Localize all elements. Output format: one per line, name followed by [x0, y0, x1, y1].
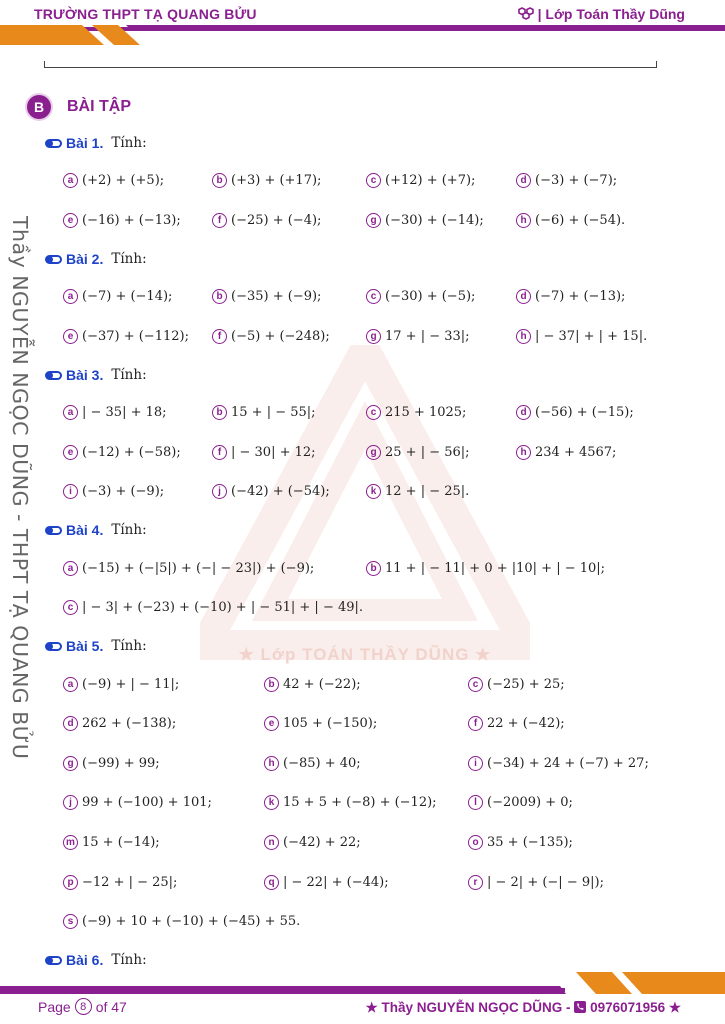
- exercise-item: r | − 2| + (−| − 9|);: [468, 875, 604, 890]
- toggle-bullet-icon: [45, 526, 62, 535]
- exercise-item: a (−7) + (−14);: [63, 289, 172, 304]
- exercise-item: d (−7) + (−13);: [516, 289, 625, 304]
- exercise-item: b (+3) + (+17);: [212, 173, 321, 188]
- exercise-item: d 262 + (−138);: [63, 716, 176, 731]
- page-indicator: Page 8 of 47: [38, 998, 127, 1015]
- school-name: TRƯỜNG THPT TẠ QUANG BỬU: [34, 6, 257, 22]
- exercise-item: g 25 + | − 56|;: [366, 445, 470, 460]
- exercise-item: c 215 + 1025;: [366, 405, 466, 420]
- exercise-title: Bài 3. Tính:: [45, 367, 147, 383]
- exercise-item: l (−2009) + 0;: [468, 795, 573, 810]
- exercise-item: h | − 37| + | + 15|.: [516, 329, 647, 344]
- toggle-bullet-icon: [45, 255, 62, 264]
- triangle-watermark: [200, 345, 530, 675]
- exercise-item: g (−30) + (−14);: [366, 213, 484, 228]
- toggle-bullet-icon: [45, 371, 62, 380]
- toggle-bullet-icon: [45, 139, 62, 148]
- exercise-item: p −12 + | − 25|;: [63, 875, 177, 890]
- exercise-item: e (−16) + (−13);: [63, 213, 181, 228]
- exercise-item: e (−12) + (−58);: [63, 445, 181, 460]
- exercise-item: b 11 + | − 11| + 0 + |10| + | − 10|;: [366, 561, 605, 576]
- exercise-item: k 12 + | − 25|.: [366, 484, 469, 499]
- exercise-item: e (−37) + (−112);: [63, 329, 189, 344]
- exercise-item: c (−25) + 25;: [468, 677, 565, 692]
- section-badge: B: [27, 95, 51, 119]
- exercise-item: g (−99) + 99;: [63, 756, 160, 771]
- exercise-item: b 42 + (−22);: [264, 677, 361, 692]
- toggle-bullet-icon: [45, 642, 62, 651]
- frame-line: [44, 61, 657, 68]
- cubes-icon: [518, 6, 538, 22]
- exercise-item: n (−42) + 22;: [264, 835, 361, 850]
- side-author-text: Thầy NGUYỄN NGỌC DŨNG - THPT TẠ QUANG BỬU: [8, 216, 32, 760]
- exercise-item: g 17 + | − 33|;: [366, 329, 470, 344]
- footer-author: ★ Thầy NGUYỄN NGỌC DŨNG - 0976071956 ★: [365, 1000, 681, 1015]
- exercise-item: o 35 + (−135);: [468, 835, 573, 850]
- exercise-item: b (−35) + (−9);: [212, 289, 321, 304]
- exercise-item: a (+2) + (+5);: [63, 173, 164, 188]
- exercise-item: j (−42) + (−54);: [212, 484, 330, 499]
- exercise-item: q | − 22| + (−44);: [264, 875, 389, 890]
- exercise-item: j 99 + (−100) + 101;: [63, 795, 212, 810]
- exercise-item: h (−6) + (−54).: [516, 213, 625, 228]
- exercise-item: m 15 + (−14);: [63, 835, 160, 850]
- watermark-brand: ★ Lớp TOÁN THẦY DŨNG ★: [238, 645, 492, 664]
- exercise-item: a (−15) + (−|5|) + (−| − 23|) + (−9);: [63, 561, 314, 576]
- exercise-item: f 22 + (−42);: [468, 716, 565, 731]
- exercise-item: f | − 30| + 12;: [212, 445, 316, 460]
- brand-header: | Lớp Toán Thầy Dũng: [518, 6, 685, 22]
- exercise-item: h 234 + 4567;: [516, 445, 616, 460]
- exercise-title: Bài 1. Tính:: [45, 135, 147, 151]
- exercise-item: i (−34) + 24 + (−7) + 27;: [468, 756, 649, 771]
- exercise-title: Bài 4. Tính:: [45, 522, 147, 538]
- exercise-title: Bài 2. Tính:: [45, 251, 147, 267]
- exercise-item: h (−85) + 40;: [264, 756, 361, 771]
- exercise-item: k 15 + 5 + (−8) + (−12);: [264, 795, 437, 810]
- footer-stripe: [0, 968, 725, 996]
- exercise-item: c (−30) + (−5);: [366, 289, 475, 304]
- exercise-title: Bài 6. Tính:: [45, 952, 147, 968]
- exercise-item: f (−25) + (−4);: [212, 213, 321, 228]
- exercise-item: d (−56) + (−15);: [516, 405, 634, 420]
- header-stripe: [0, 25, 725, 49]
- exercise-item: a (−9) + | − 11|;: [63, 677, 179, 692]
- exercise-item: e 105 + (−150);: [264, 716, 377, 731]
- exercise-item: c | − 3| + (−23) + (−10) + | − 51| + | − 49|.: [63, 600, 363, 615]
- phone-icon: [574, 1000, 590, 1015]
- exercise-item: a | − 35| + 18;: [63, 405, 167, 420]
- section-header: [27, 95, 131, 119]
- exercise-item: f (−5) + (−248);: [212, 329, 330, 344]
- exercise-item: b 15 + | − 55|;: [212, 405, 316, 420]
- exercise-item: i (−3) + (−9);: [63, 484, 164, 499]
- toggle-bullet-icon: [45, 956, 62, 965]
- exercise-item: c (+12) + (+7);: [366, 173, 475, 188]
- exercise-item: d (−3) + (−7);: [516, 173, 617, 188]
- exercise-title: Bài 5. Tính:: [45, 638, 147, 654]
- section-title: BÀI TẬP: [67, 98, 131, 115]
- exercise-item: s (−9) + 10 + (−10) + (−45) + 55.: [63, 914, 300, 929]
